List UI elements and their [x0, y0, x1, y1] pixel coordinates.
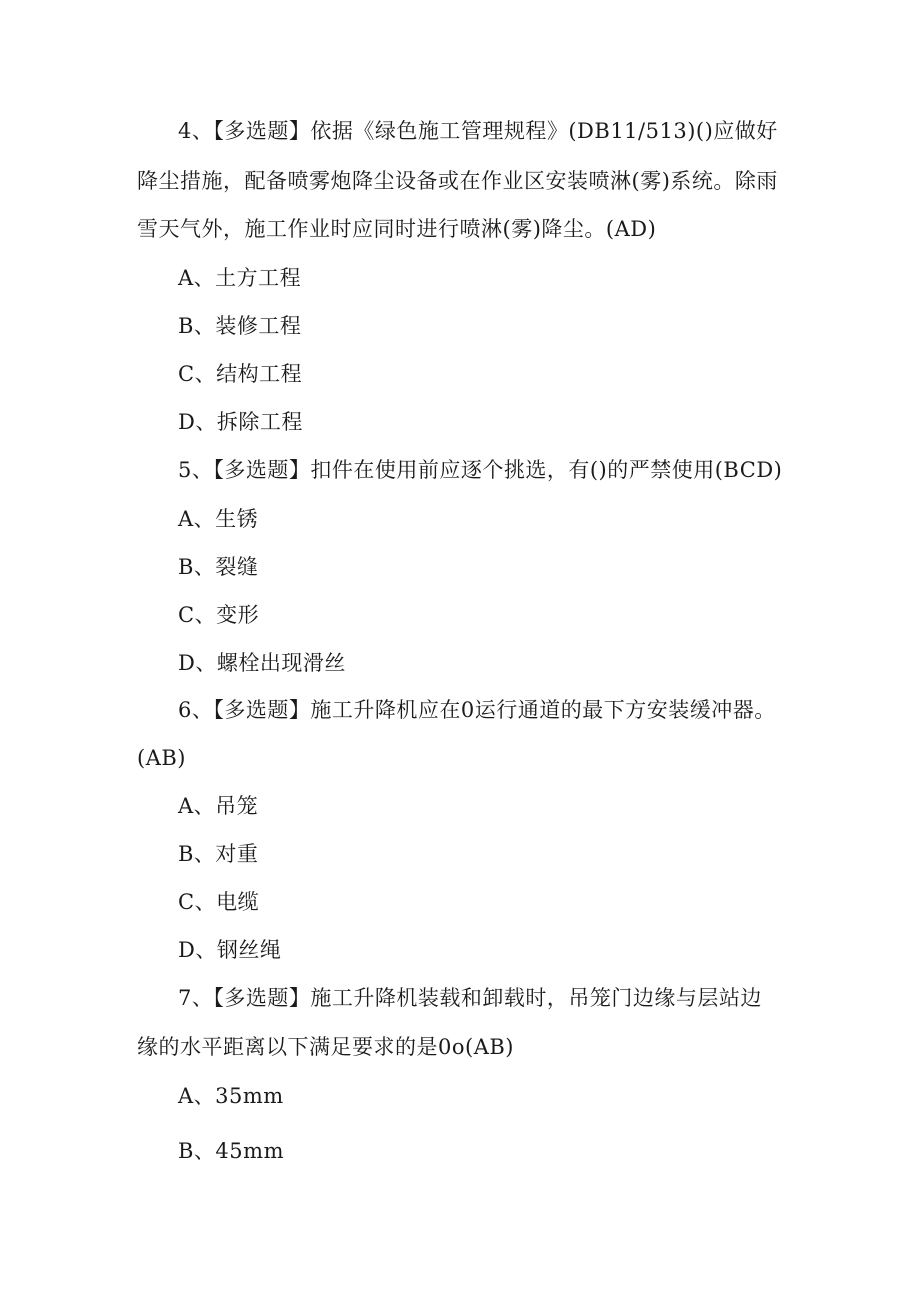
- question-4-option-c: C、结构工程: [178, 362, 303, 386]
- question-5-option-c: C、变形: [178, 603, 260, 627]
- question-4-option-b: B、装修工程: [178, 314, 302, 338]
- question-6-option-a: A、吊笼: [178, 794, 259, 818]
- question-7-line-2: 缘的水平距离以下满足要求的是0o(AB): [137, 1035, 514, 1059]
- question-7-option-a: A、35mm: [178, 1084, 284, 1108]
- question-6-option-b: B、对重: [178, 842, 259, 866]
- question-5-option-d: D、螺栓出现滑丝: [178, 651, 346, 675]
- question-5-option-b: B、裂缝: [178, 555, 259, 579]
- question-6-option-d: D、钢丝绳: [178, 938, 282, 962]
- question-4-option-d: D、拆除工程: [178, 410, 303, 434]
- question-4-line-2: 降尘措施，配备喷雾炮降尘设备或在作业区安装喷淋(雾)系统。除雨: [137, 169, 778, 193]
- question-5-option-a: A、生锈: [178, 507, 259, 531]
- question-4-option-a: A、土方工程: [178, 266, 302, 290]
- question-6-line-2: (AB): [137, 746, 186, 770]
- question-4-line-1: 4、【多选题】依据《绿色施工管理规程》(DB11/513)()应做好: [178, 119, 778, 143]
- question-6-line-1: 6、【多选题】施工升降机应在0运行通道的最下方安装缓冲器。: [178, 698, 776, 722]
- question-6-option-c: C、电缆: [178, 890, 260, 914]
- question-7-line-1: 7、【多选题】施工升降机装载和卸载时，吊笼门边缘与层站边: [178, 986, 762, 1010]
- question-4-line-3: 雪天气外，施工作业时应同时进行喷淋(雾)降尘。(AD): [137, 217, 657, 241]
- question-7-option-b: B、45mm: [178, 1139, 284, 1163]
- question-5-line-1: 5、【多选题】扣件在使用前应逐个挑选，有()的严禁使用(BCD): [178, 458, 783, 482]
